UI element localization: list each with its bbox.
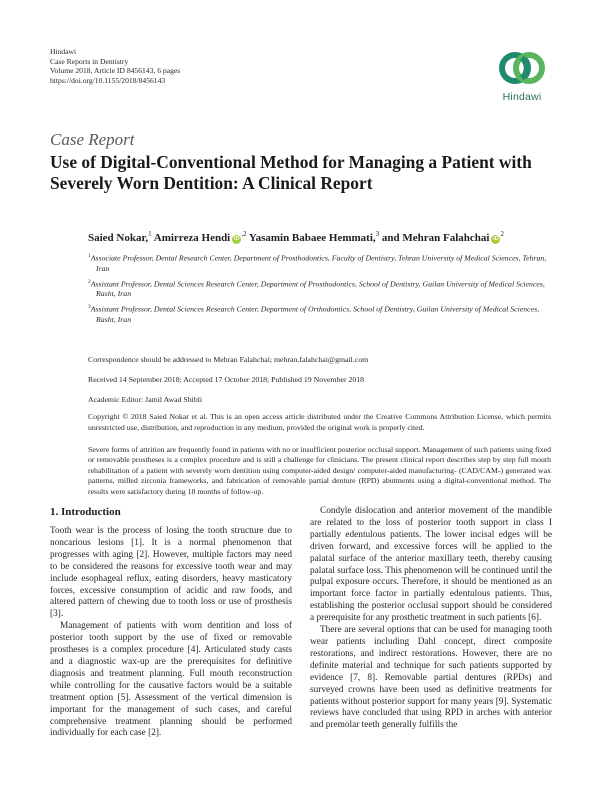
article-type: Case Report xyxy=(50,130,135,149)
hindawi-logo-icon xyxy=(496,50,548,90)
left-column xyxy=(50,506,292,740)
journal-name: Case Reports in Dentistry xyxy=(50,56,129,66)
orcid-icon[interactable]: iD xyxy=(493,236,499,242)
author-2-sup: ,2 xyxy=(241,230,247,238)
paragraph: Management of patients with worn dentition and loss of posterior tooth support by the use of fixed or removable prostheses is a complex procedure [4]. Articulated study casts and a diagnostic wax-up are the prerequisites for definitive diagnosis and treatment planning. Full mouth reconstruction while controlling for the causative factors would be a suitable treatment option [5]. Assessment of the vertical dimension is important for the management of such cases, and careful comprehensive treatment planning should be performed individually for each case [2]. xyxy=(50,621,292,739)
author-list xyxy=(88,227,558,245)
paragraph: Tooth wear is the process of losing the tooth structure due to noncarious lesions [1]. It is a normal phenomenon that progresses with aging [2]. However, multiple factors may need to be considered the reasons for excessive tooth wear and may include esophageal reflux, eating disorders, heavy masticatory forces, excessive consumption of acidic and raw foods, and altered pattern of chewing due to tooth loss or use of prosthesis [3]. xyxy=(50,526,292,620)
journal-header xyxy=(50,47,180,85)
publication-dates: Received 14 September 2018; Accepted 17 October 2018; Published 19 November 2018 xyxy=(88,375,365,384)
affiliations xyxy=(88,251,558,325)
hindawi-logo xyxy=(496,50,548,108)
volume-line: Volume 2018, Article ID 8456143, 6 pages xyxy=(50,66,181,76)
academic-editor: Academic Editor: Jamil Awad Shibli xyxy=(88,395,203,404)
author-4: and Mehran Falahchai xyxy=(381,232,490,244)
orcid-icon[interactable]: iD xyxy=(234,236,240,242)
paragraph: Condyle dislocation and anterior movement of the mandible are related to the loss of posterior tooth support in class I partially edentulous patients. The lower incisal edges will be driven forward, and excessive forces will be applied to the palatal surface of the anterior maxillary teeth, thereby causing palatal surface loss. This phenomenon will be continued until the pulpal exposure occurs. Therefore, it should be mentioned as an important force factor in partially edentulous patients. Thus, establishing the posterior occlusal support should be considered a prerequisite for any prosthetic treatment in such patients [6]. xyxy=(310,506,553,624)
author-3: Yasamin Babaee Hemmati, xyxy=(248,232,376,244)
copyright-notice: Copyright © 2018 Saied Nokar et al. This is an open access article distributed under the Creative Commons Attribution License, which permits unrestricted use, distribution, and reproduction in any medium, provided the original work is properly cited. xyxy=(88,412,551,432)
correspondence: Correspondence should be addressed to Mehran Falahchai; mehran.falahchai@gmail.com xyxy=(88,355,369,364)
author-1-sup: 1 xyxy=(148,230,152,238)
author-2: Amirreza Hendi xyxy=(153,232,231,244)
article-title: Use of Digital-Conventional Method for Managing a Patient with Severely Worn Dentition: A Clinical Report xyxy=(50,152,532,193)
author-1: Saied Nokar, xyxy=(88,232,149,244)
publisher-name: Hindawi xyxy=(50,47,77,56)
affiliation-1: $^1$Associate Professor, Dental Research Center, Department of Prosthodontics, Faculty of Dentistry, Tehran University of Medical Sciences, Tehran, Iran xyxy=(88,253,547,273)
doi-link[interactable]: https://doi.org/10.1155/2018/8456143 xyxy=(50,75,166,85)
abstract: Severe forms of attrition are frequently found in patients with no or insufficient posterior occlusal support. Management of such patients using fixed or removable prostheses is a complex procedure and is still a challenge for clinicians. The present clinical report describes step by step full mouth rehabilitation of a patient with severely worn dentition using computer-aided design/ computer-aided manufacturing- (CAD/CAM-) generated wax patterns, milled zirconia frameworks, and fabrication of removable partial denture (RPD) abutments using a digital-conventional method. The results were satisfactory during 18 months of follow-up. xyxy=(88,445,551,496)
author-4-sup: 2 xyxy=(500,230,504,238)
logo-wordmark: Hindawi xyxy=(502,91,542,103)
paragraph: There are several options that can be used for managing tooth wear patients including Dahl concept, direct composite restorations, and indirect restorations. However, there are no definite material and technique for such patients supported by evidence [7, 8]. Removable partial dentures (RPDs) and surveyed crowns have been used as definitive treatments for patients without posterior support for many years [9]. Systematic reviews have concluded that using RPD in arches with anterior and premolar teeth generally fulfills the xyxy=(310,625,552,731)
affiliation-2: $^2$Assistant Professor, Dental Sciences Research Center, Department of Prosthodontics, School of Dentistry, Guilan University of Medical Sciences, Rasht, Iran xyxy=(88,278,545,299)
author-3-sup: 3 xyxy=(375,230,380,238)
affiliation-3: $^3$Assistant Professor, Dental Sciences Research Center, Department of Orthodontics, School of Dentistry, Guilan University of Medical Sciences, Rasht, Iran xyxy=(88,304,540,324)
right-column xyxy=(310,506,552,732)
section-heading: 1. Introduction xyxy=(50,506,121,518)
